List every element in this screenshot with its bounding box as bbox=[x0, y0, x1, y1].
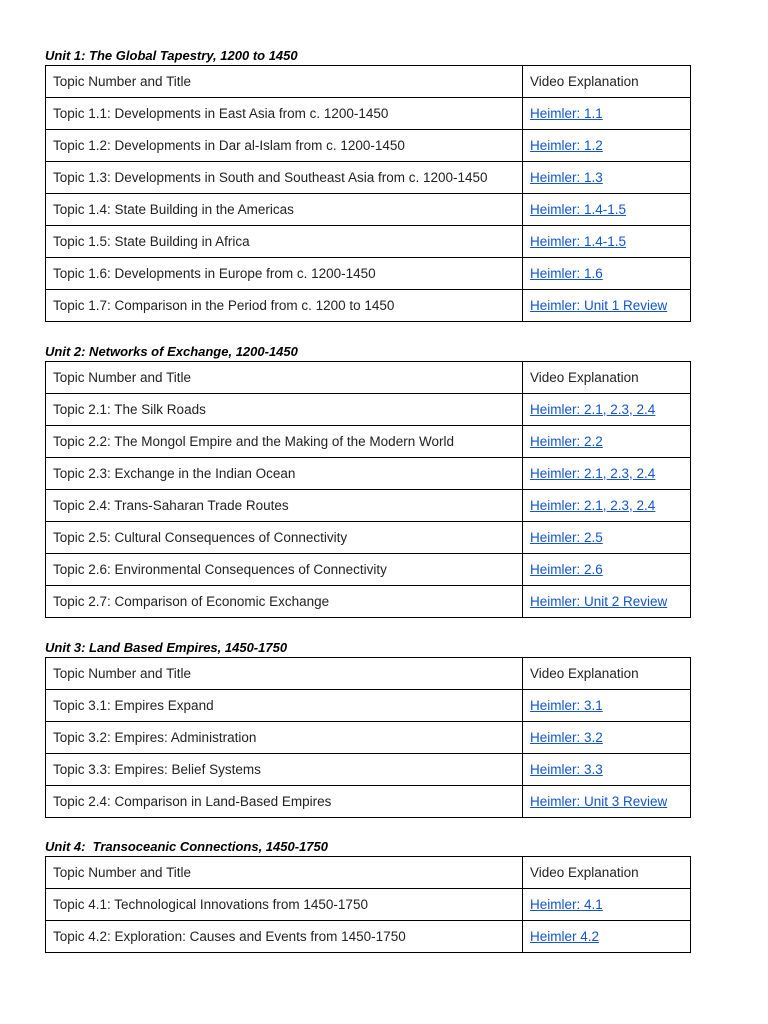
unit-1-section bbox=[45, 46, 690, 322]
table-header-row bbox=[46, 66, 691, 98]
topic-cell: Topic 2.4: Comparison in Land-Based Empires bbox=[46, 786, 523, 818]
topic-cell: Topic 1.5: State Building in Africa bbox=[46, 226, 523, 258]
video-cell bbox=[523, 889, 691, 921]
table-row bbox=[46, 426, 691, 458]
video-cell bbox=[523, 426, 691, 458]
column-header-video: Video Explanation bbox=[523, 66, 691, 98]
table-header-row bbox=[46, 658, 691, 690]
table-row bbox=[46, 690, 691, 722]
table-row bbox=[46, 921, 691, 953]
table-row bbox=[46, 722, 691, 754]
table-row bbox=[46, 130, 691, 162]
topic-cell: Topic 3.1: Empires Expand bbox=[46, 690, 523, 722]
topic-cell: Topic 2.4: Trans-Saharan Trade Routes bbox=[46, 490, 523, 522]
video-link[interactable]: Heimler: 2.1, 2.3, 2.4 bbox=[530, 401, 656, 417]
topic-cell: Topic 3.2: Empires: Administration bbox=[46, 722, 523, 754]
table-row bbox=[46, 290, 691, 322]
topic-cell: Topic 2.3: Exchange in the Indian Ocean bbox=[46, 458, 523, 490]
unit-1-title: Unit 1: The Global Tapestry, 1200 to 1450 bbox=[45, 48, 298, 63]
column-header-topic: Topic Number and Title bbox=[46, 658, 523, 690]
video-link[interactable]: Heimler: Unit 3 Review bbox=[530, 793, 668, 809]
video-cell bbox=[523, 722, 691, 754]
topic-cell: Topic 1.7: Comparison in the Period from c. 1200 to 1450 bbox=[46, 290, 523, 322]
column-header-video: Video Explanation bbox=[523, 362, 691, 394]
unit-3-table bbox=[45, 657, 691, 818]
column-header-topic: Topic Number and Title bbox=[46, 66, 523, 98]
table-row bbox=[46, 394, 691, 426]
unit-3-title: Unit 3: Land Based Empires, 1450-1750 bbox=[45, 640, 288, 655]
topic-cell: Topic 1.1: Developments in East Asia from c. 1200-1450 bbox=[46, 98, 523, 130]
table-row bbox=[46, 490, 691, 522]
video-cell bbox=[523, 130, 691, 162]
topic-cell: Topic 1.2: Developments in Dar al-Islam from c. 1200-1450 bbox=[46, 130, 523, 162]
video-link[interactable]: Heimler: 1.4-1.5 bbox=[530, 201, 627, 217]
video-link[interactable]: Heimler: Unit 1 Review bbox=[530, 297, 668, 313]
topic-cell: Topic 2.5: Cultural Consequences of Connectivity bbox=[46, 522, 523, 554]
video-link[interactable]: Heimler: 3.2 bbox=[530, 729, 603, 745]
video-link[interactable]: Heimler 4.2 bbox=[530, 928, 600, 944]
video-link[interactable]: Heimler: 2.2 bbox=[530, 433, 603, 449]
video-link[interactable]: Heimler: 2.5 bbox=[530, 529, 603, 545]
table-row bbox=[46, 586, 691, 618]
video-cell bbox=[523, 586, 691, 618]
video-link[interactable]: Heimler: 1.1 bbox=[530, 105, 603, 121]
table-header-row bbox=[46, 362, 691, 394]
video-link[interactable]: Heimler: 2.1, 2.3, 2.4 bbox=[530, 497, 656, 513]
video-cell bbox=[523, 226, 691, 258]
video-cell bbox=[523, 921, 691, 953]
unit-1-table bbox=[45, 65, 691, 322]
video-link[interactable]: Heimler: 1.3 bbox=[530, 169, 603, 185]
video-link[interactable]: Heimler: 3.1 bbox=[530, 697, 603, 713]
table-row bbox=[46, 786, 691, 818]
video-cell bbox=[523, 554, 691, 586]
table-header-row bbox=[46, 857, 691, 889]
video-cell bbox=[523, 258, 691, 290]
video-link[interactable]: Heimler: 1.6 bbox=[530, 265, 603, 281]
video-link[interactable]: Heimler: 2.6 bbox=[530, 561, 603, 577]
table-row bbox=[46, 194, 691, 226]
table-row bbox=[46, 98, 691, 130]
video-link[interactable]: Heimler: 4.1 bbox=[530, 896, 603, 912]
table-row bbox=[46, 889, 691, 921]
unit-4-table bbox=[45, 856, 691, 953]
video-cell bbox=[523, 458, 691, 490]
topic-cell: Topic 1.4: State Building in the Americas bbox=[46, 194, 523, 226]
table-row bbox=[46, 554, 691, 586]
video-cell bbox=[523, 394, 691, 426]
topic-cell: Topic 1.6: Developments in Europe from c. 1200-1450 bbox=[46, 258, 523, 290]
column-header-video: Video Explanation bbox=[523, 857, 691, 889]
video-cell bbox=[523, 690, 691, 722]
topic-cell: Topic 4.2: Exploration: Causes and Events from 1450-1750 bbox=[46, 921, 523, 953]
table-row bbox=[46, 258, 691, 290]
video-link[interactable]: Heimler: 1.2 bbox=[530, 137, 603, 153]
column-header-topic: Topic Number and Title bbox=[46, 362, 523, 394]
video-cell bbox=[523, 290, 691, 322]
video-link[interactable]: Heimler: 3.3 bbox=[530, 761, 603, 777]
topic-cell: Topic 4.1: Technological Innovations from 1450-1750 bbox=[46, 889, 523, 921]
topic-cell: Topic 2.2: The Mongol Empire and the Making of the Modern World bbox=[46, 426, 523, 458]
video-link[interactable]: Heimler: Unit 2 Review bbox=[530, 593, 668, 609]
table-row bbox=[46, 754, 691, 786]
table-row bbox=[46, 226, 691, 258]
topic-cell: Topic 2.6: Environmental Consequences of Connectivity bbox=[46, 554, 523, 586]
video-cell bbox=[523, 754, 691, 786]
unit-3-section bbox=[45, 638, 690, 818]
unit-2-section bbox=[45, 342, 690, 618]
video-cell bbox=[523, 194, 691, 226]
topic-cell: Topic 1.3: Developments in South and Southeast Asia from c. 1200-1450 bbox=[46, 162, 523, 194]
video-cell bbox=[523, 786, 691, 818]
video-cell bbox=[523, 162, 691, 194]
topic-cell: Topic 3.3: Empires: Belief Systems bbox=[46, 754, 523, 786]
video-cell bbox=[523, 522, 691, 554]
table-row bbox=[46, 458, 691, 490]
video-cell bbox=[523, 490, 691, 522]
column-header-topic: Topic Number and Title bbox=[46, 857, 523, 889]
video-link[interactable]: Heimler: 1.4-1.5 bbox=[530, 233, 627, 249]
topic-cell: Topic 2.1: The Silk Roads bbox=[46, 394, 523, 426]
unit-2-title: Unit 2: Networks of Exchange, 1200-1450 bbox=[45, 344, 298, 359]
unit-4-title: Unit 4: Transoceanic Connections, 1450-1750 bbox=[45, 839, 328, 854]
column-header-video: Video Explanation bbox=[523, 658, 691, 690]
table-row bbox=[46, 162, 691, 194]
unit-2-table bbox=[45, 361, 691, 618]
topic-cell: Topic 2.7: Comparison of Economic Exchange bbox=[46, 586, 523, 618]
video-link[interactable]: Heimler: 2.1, 2.3, 2.4 bbox=[530, 465, 656, 481]
video-cell bbox=[523, 98, 691, 130]
unit-4-section bbox=[45, 837, 690, 953]
table-row bbox=[46, 522, 691, 554]
